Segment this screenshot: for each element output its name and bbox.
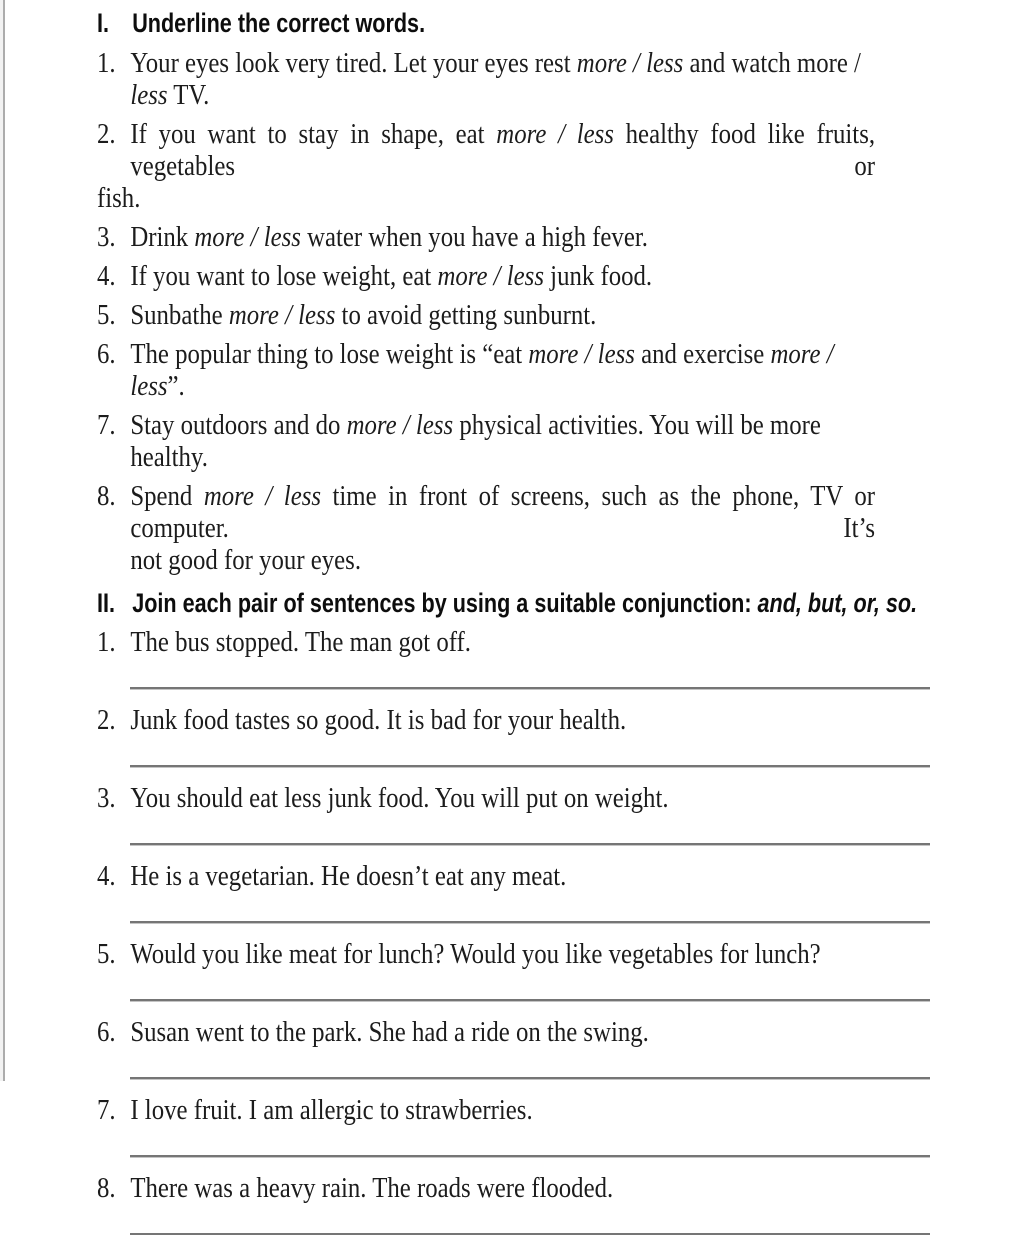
item-text-line: The popular thing to lose weight is “eat more / less and exercise more / less”. <box>130 338 834 402</box>
item-number: 4. <box>97 260 116 292</box>
exercise2-item <box>97 938 1007 1001</box>
exercise1-item <box>97 260 875 292</box>
sentence-pair-text: The bus stopped. The man got off. <box>130 626 472 658</box>
answer-blank[interactable] <box>130 921 930 923</box>
exercise1-item <box>97 221 875 253</box>
exercise1-item <box>97 409 875 473</box>
exercise1-item <box>97 299 875 331</box>
sentence-pair-text: Would you like meat for lunch? Would you like vegetables for lunch? <box>130 938 821 970</box>
sentence-pair-text: I love fruit. I am allergic to strawberries. <box>130 1094 533 1126</box>
item-text <box>130 480 875 576</box>
item-number: 2. <box>97 704 116 736</box>
section-1-number: I. <box>97 8 110 38</box>
sentence-pair <box>97 704 875 736</box>
item-number: 5. <box>97 299 116 331</box>
answer-blank[interactable] <box>130 1155 930 1157</box>
exercise2-item <box>97 782 1007 845</box>
answer-blank[interactable] <box>130 765 930 767</box>
exercise1-item <box>97 338 875 402</box>
item-number: 6. <box>97 338 116 370</box>
item-text-line: If you want to stay in shape, eat more / less healthy food like fruits, vegetables or <box>130 118 876 182</box>
item-number: 1. <box>97 626 116 658</box>
section-2-number: II. <box>97 588 116 618</box>
page-edge-line <box>3 0 5 1081</box>
sentence-pair <box>97 938 875 970</box>
item-text-line: Your eyes look very tired. Let your eyes rest more / less and watch more / less TV. <box>130 47 861 111</box>
sentence-pair <box>97 860 875 892</box>
item-text-line: not good for your eyes. <box>130 544 362 576</box>
sentence-pair-text: Susan went to the park. She had a ride on the swing. <box>130 1016 649 1048</box>
item-text <box>130 409 875 473</box>
item-number: 5. <box>97 938 116 970</box>
item-text <box>130 299 875 331</box>
item-text-line: Spend more / less time in front of screens, such as the phone, TV or computer. It’s <box>130 480 876 544</box>
exercise1-item <box>97 47 875 111</box>
item-number: 8. <box>97 1172 116 1204</box>
item-text <box>97 118 876 214</box>
item-text <box>130 260 875 292</box>
item-text <box>130 221 875 253</box>
exercise2-item <box>97 1016 1007 1079</box>
item-number: 6. <box>97 1016 116 1048</box>
item-number: 3. <box>97 782 116 814</box>
answer-blank[interactable] <box>130 999 930 1001</box>
item-number: 8. <box>97 480 116 512</box>
item-text-line: If you want to lose weight, eat more / less junk food. <box>130 260 653 292</box>
item-number: 7. <box>97 1094 116 1126</box>
item-number: 2. <box>97 118 116 150</box>
section-2-items <box>97 626 1007 1235</box>
sentence-pair-text: There was a heavy rain. The roads were flooded. <box>130 1172 614 1204</box>
answer-blank[interactable] <box>130 687 930 689</box>
exercise2-item <box>97 1172 1007 1235</box>
sentence-pair <box>97 626 875 658</box>
exercise1-item <box>97 118 875 214</box>
exercise2-item <box>97 626 1007 689</box>
exercise2-item <box>97 860 1007 923</box>
sentence-pair-text: You should eat less junk food. You will put on weight. <box>130 782 669 814</box>
answer-blank[interactable] <box>130 843 930 845</box>
item-text <box>130 47 875 111</box>
item-number: 7. <box>97 409 116 441</box>
item-text-line: Stay outdoors and do more / less physical activities. You will be more healthy. <box>130 409 821 473</box>
item-number: 3. <box>97 221 116 253</box>
section-1-items <box>97 47 1007 576</box>
item-text-line: fish. <box>97 182 141 214</box>
exercise1-item <box>97 480 875 576</box>
section-1-title: Underline the correct words. <box>132 8 426 38</box>
answer-blank[interactable] <box>130 1077 930 1079</box>
section-2-conjunction-list: and, but, or, so. <box>757 588 918 618</box>
sentence-pair-text: He is a vegetarian. He doesn’t eat any meat. <box>130 860 567 892</box>
item-text <box>130 338 875 402</box>
sentence-pair <box>97 1094 875 1126</box>
sentence-pair <box>97 1172 875 1204</box>
item-text-line: Sunbathe more / less to avoid getting sunburnt. <box>130 299 597 331</box>
section-1-heading <box>97 6 825 40</box>
sentence-pair <box>97 782 875 814</box>
worksheet-content <box>97 6 1007 1235</box>
section-2-heading <box>97 586 918 620</box>
item-number: 4. <box>97 860 116 892</box>
section-2-title: Join each pair of sentences by using a suitable conjunction: and, but, or, so. <box>132 588 918 618</box>
sentence-pair-text: Junk food tastes so good. It is bad for your health. <box>130 704 627 736</box>
exercise2-item <box>97 704 1007 767</box>
item-text-line: Drink more / less water when you have a high fever. <box>130 221 648 253</box>
exercise2-item <box>97 1094 1007 1157</box>
sentence-pair <box>97 1016 875 1048</box>
item-number: 1. <box>97 47 116 79</box>
